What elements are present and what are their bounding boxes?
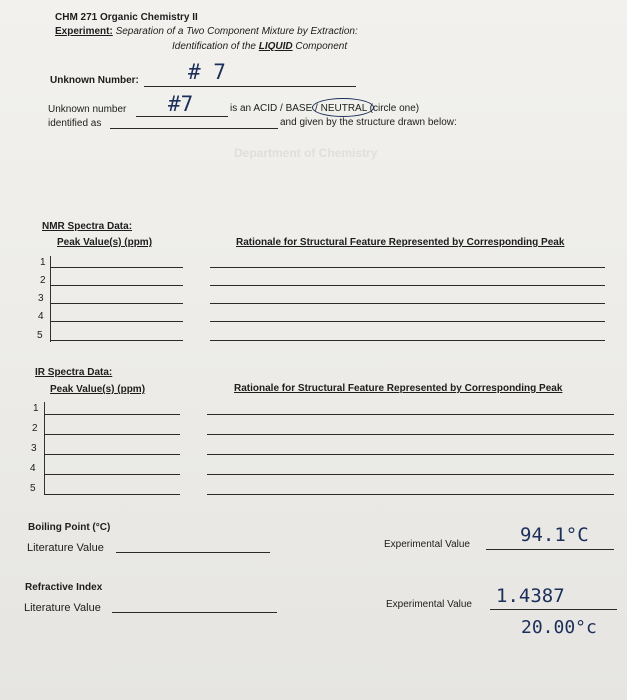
ir-peak-line [44, 434, 180, 435]
experiment-line [55, 26, 358, 37]
nmr-rationale-line [210, 303, 605, 304]
ir-row-number: 5 [30, 483, 36, 494]
ri-experimental-label: Experimental Value [386, 599, 472, 610]
nmr-peak-line [50, 340, 183, 341]
boiling-point-title: Boiling Point (°C) [28, 522, 111, 533]
bp-experimental-value: 94.1°C [520, 524, 589, 546]
nmr-row-number: 3 [38, 293, 44, 304]
nmr-row-number: 1 [40, 257, 46, 268]
ir-rationale-line [207, 474, 614, 475]
nmr-row-divider [50, 256, 51, 342]
bp-literature-label: Literature Value [27, 542, 104, 554]
neutral-circle-mark [312, 98, 374, 117]
bp-literature-line [116, 552, 270, 553]
structure-note: and given by the structure drawn below: [280, 117, 457, 128]
ir-row-number: 1 [33, 403, 39, 414]
ri-experimental-value: 1.4387 [496, 585, 565, 607]
nmr-peak-line [50, 285, 183, 286]
ri-temperature: 20.00°c [521, 617, 597, 638]
identified-line-1 [136, 116, 228, 117]
experiment-label: Experiment: [55, 26, 113, 37]
subtitle-suffix: Component [292, 41, 348, 52]
ir-row-number: 2 [32, 423, 38, 434]
nmr-rationale-line [210, 267, 605, 268]
identified-label-2: identified as [48, 118, 102, 129]
ir-peak-line [44, 474, 180, 475]
ir-title: IR Spectra Data: [35, 367, 113, 378]
identified-label-1: Unknown number [48, 104, 127, 115]
nmr-rationale-header: Rationale for Structural Feature Represented by Corresponding Peak [236, 237, 565, 248]
course-title: CHM 271 Organic Chemistry II [55, 12, 198, 23]
ir-rationale-header: Rationale for Structural Feature Represented by Corresponding Peak [234, 383, 563, 394]
ir-rationale-line [207, 414, 614, 415]
experiment-title: Separation of a Two Component Mixture by Extraction: [115, 26, 358, 37]
bp-experimental-line [486, 549, 614, 550]
identified-line-2 [110, 128, 278, 129]
unknown-number-line [144, 86, 356, 87]
ir-row-number: 3 [31, 443, 37, 454]
ir-row-divider [44, 402, 45, 494]
ri-literature-label: Literature Value [24, 602, 101, 614]
ir-rationale-line [207, 434, 614, 435]
ir-peak-line [44, 454, 180, 455]
ir-peak-header: Peak Value(s) (ppm) [50, 384, 146, 395]
nmr-row-number: 4 [38, 311, 44, 322]
ir-rationale-line [207, 494, 614, 495]
refractive-index-title: Refractive Index [25, 582, 103, 593]
nmr-title: NMR Spectra Data: [42, 221, 133, 232]
nmr-peak-line [50, 303, 183, 304]
subtitle-prefix: Identification of the [172, 41, 259, 52]
ri-experimental-line [490, 609, 617, 610]
nmr-rationale-line [210, 340, 605, 341]
unknown-number-value: # 7 [188, 60, 226, 84]
nmr-peak-header: Peak Value(s) (ppm) [57, 237, 153, 248]
ir-row-number: 4 [30, 463, 36, 474]
ri-literature-line [112, 612, 277, 613]
ir-peak-line [44, 494, 180, 495]
unknown-number-label: Unknown Number: [50, 75, 139, 86]
identified-value: #7 [168, 92, 194, 116]
ir-peak-line [44, 414, 180, 415]
nmr-peak-line [50, 267, 183, 268]
nmr-rationale-line [210, 321, 605, 322]
experiment-subtitle [172, 41, 347, 52]
classification-text: is an ACID / BASE / NEUTRAL (circle one) [230, 103, 420, 114]
nmr-row-number: 2 [40, 275, 46, 286]
subtitle-emphasis: LIQUID [258, 41, 293, 52]
nmr-peak-line [50, 321, 183, 322]
watermark-text: Department of Chemistry [234, 146, 378, 160]
nmr-row-number: 5 [37, 330, 43, 341]
nmr-rationale-line [210, 285, 605, 286]
ir-rationale-line [207, 454, 614, 455]
bp-experimental-label: Experimental Value [384, 539, 470, 550]
